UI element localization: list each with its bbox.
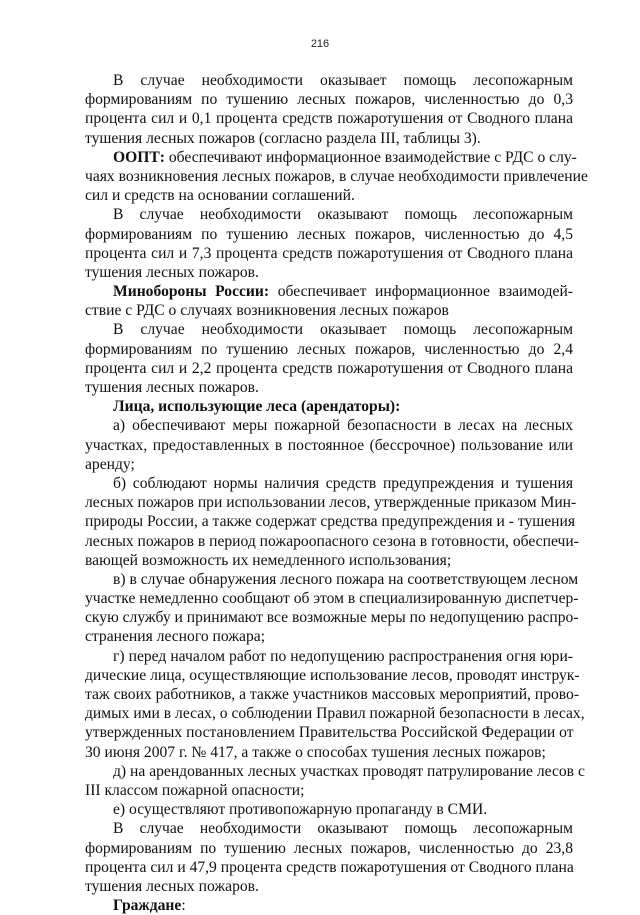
text-line (85, 301, 573, 320)
bold-heading: Лица, использующие леса (арендаторы): (113, 398, 401, 416)
line-text: сил и средств на основании соглашений. (85, 187, 355, 205)
text-line (85, 167, 588, 186)
line-text: участках, предоставленных в постоянное (бессрочное) пользование или (85, 436, 573, 454)
line-text: III классом пожарной опасности; (85, 781, 305, 799)
line-text: В случае необходимости оказывает помощь лесопожарным (113, 321, 573, 339)
line-text: в) в случае обнаружения лесного пожара на соответствующем лесном (113, 570, 579, 588)
text-line (85, 186, 573, 205)
text-line (113, 570, 579, 589)
line-text: процента сил и 7,3 процента средств пожаротушения от Сводного плана (85, 244, 573, 262)
line-text: природы России, а также содержат средства предупреждения и - тушения (85, 513, 576, 531)
line-text: В случае необходимости оказывают помощь лесопожарным (113, 206, 573, 224)
text-line (85, 244, 573, 263)
text-line (85, 129, 573, 148)
text-line (85, 263, 573, 282)
line-text: ствие с РДС о случаях возникновения лесных пожаров (85, 302, 449, 320)
line-text: обеспечивает информационное взаимодей- (269, 283, 573, 301)
line-text: д) на арендованных лесных участках проводят патрулирование лесов с (113, 762, 585, 780)
text-line (85, 704, 585, 723)
line-text: вающей возможность их немедленного использования; (85, 551, 452, 569)
text-line (85, 608, 579, 627)
text-line (85, 512, 576, 531)
text-line (113, 819, 573, 838)
line-text: скую службу и принимают все возможные меры по недопущению распро- (85, 609, 579, 627)
text-line (85, 436, 573, 455)
text-line (113, 800, 573, 819)
text-line (85, 378, 573, 397)
text-line (85, 858, 573, 877)
text-line (85, 90, 573, 109)
text-line (85, 359, 573, 378)
text-line (85, 877, 573, 896)
document-body (85, 71, 588, 915)
page-number: 216 (310, 38, 330, 50)
line-text: странения лесного пожара; (85, 628, 266, 646)
line-text: процента сил и 2,2 процента средств пожаротушения от Сводного плана (85, 359, 573, 377)
bold-heading: Граждане (113, 897, 182, 915)
line-text: В случае необходимости оказывают помощь лесопожарным (113, 820, 573, 838)
text-line (85, 455, 573, 474)
line-text: формированиям по тушению лесных пожаров, численностью до 4,5 (85, 225, 573, 243)
text-line (113, 205, 573, 224)
text-line (85, 839, 573, 858)
line-text: : (181, 897, 186, 915)
line-text: лесных пожаров при использовании лесов, утвержденные приказом Мин- (85, 494, 577, 512)
bold-heading: Минобороны России: (113, 283, 270, 301)
text-line (85, 723, 573, 742)
text-line (85, 627, 573, 646)
text-line (85, 109, 573, 128)
line-text: лесных пожаров в период пожароопасного сезона в готовности, обеспечи- (85, 532, 579, 550)
line-text: формированиям по тушению лесных пожаров, численностью до 0,3 (85, 91, 573, 109)
line-text: участке немедленно сообщают об этом в специализированную диспетчер- (85, 590, 579, 608)
line-text: формированиям по тушению лесных пожаров, численностью до 2,4 (85, 340, 573, 358)
text-line (113, 762, 585, 781)
line-text: димых ими в лесах, о соблюдении Правил пожарной безопасности в лесах, (85, 705, 585, 723)
line-text: формированиям по тушению лесных пожаров, численностью до 23,8 (85, 839, 573, 857)
line-text: тушения лесных пожаров. (85, 263, 259, 281)
line-text: процента сил и 47,9 процента средств пожаротушения от Сводного плана (85, 858, 574, 876)
text-line (85, 685, 580, 704)
text-line (113, 474, 573, 493)
line-text: тушения лесных пожаров (согласно раздела III, таблицы 3). (85, 129, 481, 147)
text-line (85, 743, 573, 762)
line-text: б) соблюдают нормы наличия средств предупреждения и тушения (113, 474, 573, 492)
line-text: тушения лесных пожаров. (85, 379, 259, 396)
text-line (85, 493, 577, 512)
line-text: г) перед началом работ по недопущению распространения огня юри- (113, 647, 573, 665)
line-text: тушения лесных пожаров. (85, 877, 259, 895)
text-line (113, 397, 573, 416)
text-line (85, 666, 580, 685)
text-line (113, 71, 573, 90)
line-text: утвержденных постановлением Правительства Российской Федерации от (85, 724, 574, 742)
bold-heading: ООПТ: (113, 148, 165, 166)
text-line (113, 320, 573, 339)
text-line (113, 647, 573, 666)
text-line (113, 282, 573, 301)
text-line (85, 551, 573, 570)
text-line (113, 896, 573, 915)
line-text: процента сил и 0,1 процента средств пожаротушения от Сводного плана (85, 110, 573, 128)
text-line (113, 148, 577, 167)
text-line (85, 340, 573, 359)
text-line (85, 781, 573, 800)
line-text: 30 июня 2007 г. № 417, а также о способах тушения лесных пожаров; (85, 743, 546, 761)
line-text: чаях возникновения лесных пожаров, в случае необходимости привлечение (85, 167, 588, 185)
text-line (85, 532, 579, 551)
line-text: е) осуществляют противопожарную пропаганду в СМИ. (113, 801, 488, 819)
text-line (85, 589, 579, 608)
line-text: а) обеспечивают меры пожарной безопасности в лесах на лесных (113, 417, 573, 435)
line-text: таж своих работников, а также участников массовых мероприятий, прово- (85, 686, 580, 703)
line-text: обеспечивают информационное взаимодействие с РДС о слу- (164, 148, 577, 166)
line-text: дические лица, осуществляющие использование лесов, проводят инструк- (85, 666, 580, 684)
line-text: В случае необходимости оказывает помощь лесопожарным (113, 72, 573, 89)
text-line (113, 416, 573, 435)
text-line (85, 225, 573, 244)
line-text: аренду; (85, 455, 135, 473)
